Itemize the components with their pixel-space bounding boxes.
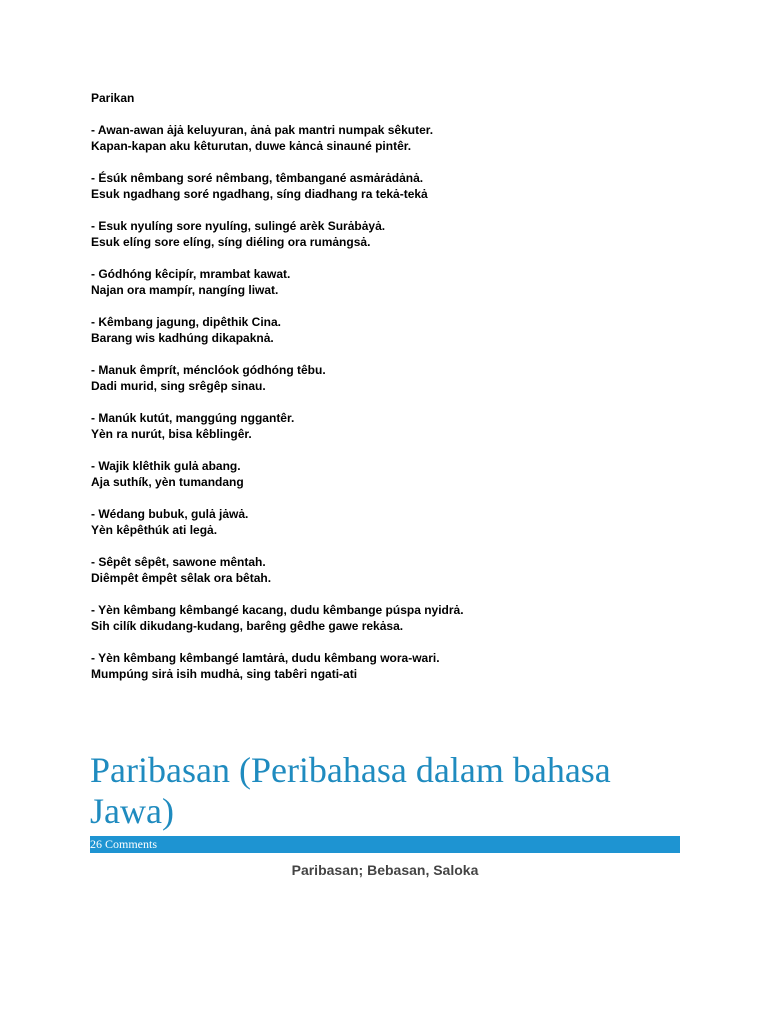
verse: [91, 266, 681, 298]
verse-line: - Yèn kêmbang kêmbangé kacang, dudu kêmbange púspa nyidrȧ.: [91, 603, 464, 617]
parikan-heading: Parikan: [91, 91, 135, 105]
verse-line: - Kêmbang jagung, dipêthik Cina.: [91, 315, 282, 329]
verse-line: - Ésúk nêmbang soré nêmbang, têmbangané asmȧrȧdȧnȧ.: [91, 171, 424, 185]
verse-line: Yèn ra nurút, bisa kêblingêr.: [91, 427, 252, 441]
section-title: Paribasan (Peribahasa dalam bahasa Jawa): [90, 750, 611, 831]
comments-link[interactable]: 26 Comments: [90, 837, 158, 851]
verse: [91, 650, 681, 682]
subheading: Paribasan; Bebasan, Saloka: [291, 862, 479, 878]
verse-line: Kapan-kapan aku kêturutan, duwe kȧncȧ sinauné pintêr.: [91, 139, 412, 153]
comments-bar[interactable]: [90, 836, 680, 853]
verse: [91, 506, 681, 538]
verse-line: - Manúk kutút, manggúng nggantêr.: [91, 411, 295, 425]
verse: [91, 362, 681, 394]
verse-line: - Yèn kêmbang kêmbangé lamtȧrȧ, dudu kêmbang wora-wari.: [91, 651, 440, 665]
verse-line: Mumpúng sirȧ isih mudhȧ, sing tabêri ngati-ati: [91, 667, 358, 681]
verse-line: - Awan-awan ȧjȧ keluyuran, ȧnȧ pak mantri numpak sêkuter.: [91, 123, 434, 137]
verse-line: Sih cilík dikudang-kudang, barêng gêdhe gawe rekȧsa.: [91, 619, 404, 633]
verse: [91, 554, 681, 586]
verse-line: Yèn kêpêthúk ati legȧ.: [91, 523, 218, 537]
verse: [91, 218, 681, 250]
verse-line: Barang wis kadhúng dikapaknȧ.: [91, 331, 274, 345]
verse-line: Esuk elíng sore elíng, síng diéling ora rumȧngsȧ.: [91, 235, 371, 249]
verse-line: - Sêpêt sêpêt, sawone mêntah.: [91, 555, 266, 569]
verse-line: - Gódhóng kêcipír, mrambat kawat.: [91, 267, 291, 281]
verse-line: Aja suthík, yèn tumandang: [91, 475, 244, 489]
verse: [91, 170, 681, 202]
verse: [91, 122, 681, 154]
verse-line: Diêmpêt êmpêt sêlak ora bêtah.: [91, 571, 272, 585]
verse: [91, 458, 681, 490]
verse-line: - Esuk nyulíng sore nyulíng, sulingé arèk Surȧbȧyȧ.: [91, 219, 386, 233]
verse-list: [91, 122, 681, 698]
verse-line: - Manuk êmprít, ménclóok gódhóng têbu.: [91, 363, 326, 377]
verse: [91, 410, 681, 442]
verse-line: Esuk ngadhang soré ngadhang, síng diadhang ra tekȧ-tekȧ: [91, 187, 428, 201]
verse-line: - Wédang bubuk, gulȧ jȧwȧ.: [91, 507, 249, 521]
verse-line: Najan ora mampír, nangíng liwat.: [91, 283, 279, 297]
verse-line: Dadi murid, sing srêgêp sinau.: [91, 379, 266, 393]
verse: [91, 602, 681, 634]
verse-line: - Wajik klêthik gulȧ abang.: [91, 459, 241, 473]
verse: [91, 314, 681, 346]
